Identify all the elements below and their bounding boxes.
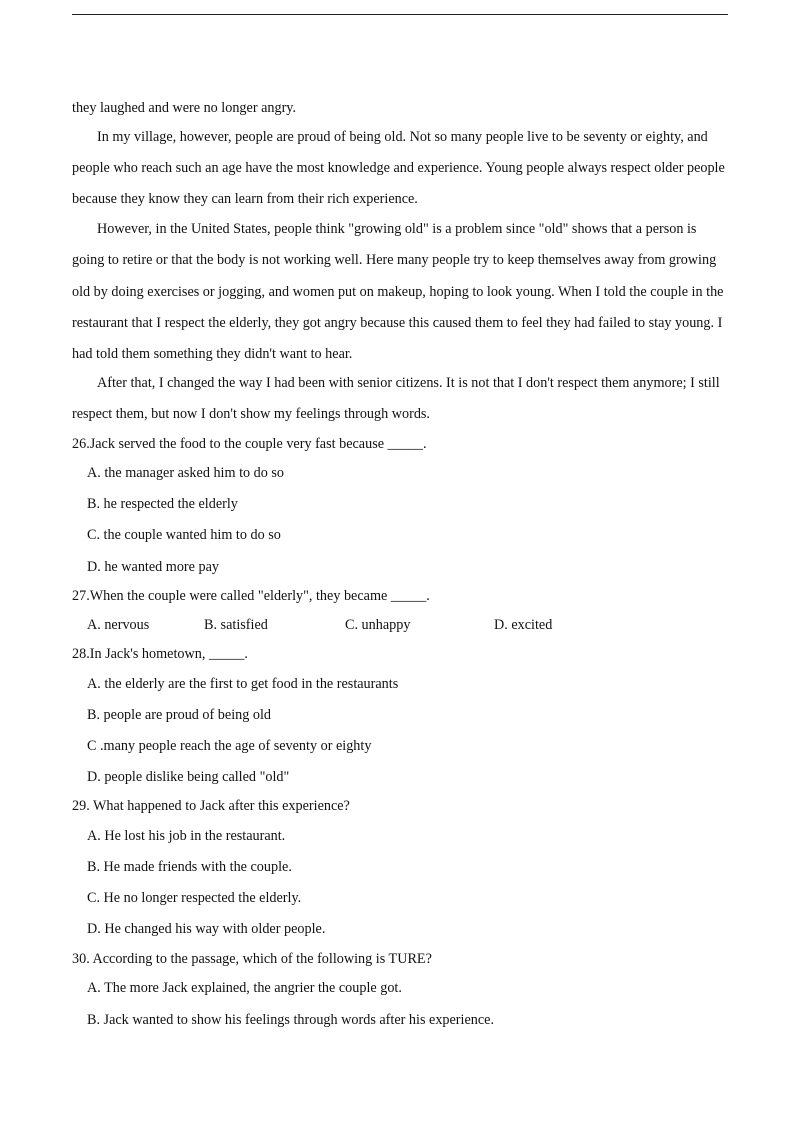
answer-option: D. people dislike being called "old" [87, 769, 290, 785]
answer-option: A. He lost his job in the restaurant. [87, 828, 286, 844]
question-stem: 26.Jack served the food to the couple very fast because _____. [72, 436, 427, 452]
answer-option: B. Jack wanted to show his feelings through words after his experience. [87, 1012, 494, 1028]
answer-option: A. The more Jack explained, the angrier the couple got. [87, 980, 402, 996]
answer-option: B. satisfied [204, 617, 268, 633]
passage-line: old by doing exercises or jogging, and women put on makeup, hoping to look young. When I told the couple in the [72, 284, 724, 300]
passage-line: because they know they can learn from their rich experience. [72, 191, 418, 207]
answer-option: A. the manager asked him to do so [87, 465, 285, 481]
passage-line: In my village, however, people are proud of being old. Not so many people live to be seventy or eighty, and [97, 129, 708, 145]
answer-option: A. the elderly are the first to get food in the restaurants [87, 676, 399, 692]
answer-option: D. He changed his way with older people. [87, 921, 326, 937]
answer-option: C .many people reach the age of seventy or eighty [87, 738, 372, 754]
passage-line: respect them, but now I don't show my feelings through words. [72, 406, 430, 422]
passage-line: they laughed and were no longer angry. [72, 100, 297, 116]
passage-line: After that, I changed the way I had been with senior citizens. It is not that I don't respect them anymore; I still [97, 375, 720, 391]
answer-option: B. people are proud of being old [87, 707, 271, 723]
passage-line: people who reach such an age have the most knowledge and experience. Young people always respect older people [72, 160, 725, 176]
passage-line: restaurant that I respect the elderly, they got angry because this caused them to feel they had failed to stay young. I [72, 315, 723, 331]
answer-option: D. he wanted more pay [87, 559, 219, 575]
question-stem: 29. What happened to Jack after this experience? [72, 798, 350, 814]
question-stem: 30. According to the passage, which of the following is TURE? [72, 951, 432, 967]
answer-option: B. he respected the elderly [87, 496, 238, 512]
passage-line: going to retire or that the body is not working well. Here many people try to keep themselves away from growing [72, 252, 717, 268]
passage-line: However, in the United States, people think "growing old" is a problem since "old" shows that a person is [97, 221, 697, 237]
passage-line: had told them something they didn't want to hear. [72, 346, 353, 362]
answer-option: C. unhappy [345, 617, 411, 633]
answer-option: C. the couple wanted him to do so [87, 527, 281, 543]
answer-option: D. excited [494, 617, 553, 633]
header-rule [72, 14, 728, 15]
question-stem: 28.In Jack's hometown, _____. [72, 646, 248, 662]
answer-option: C. He no longer respected the elderly. [87, 890, 302, 906]
question-stem: 27.When the couple were called "elderly", they became _____. [72, 588, 430, 604]
answer-option: B. He made friends with the couple. [87, 859, 292, 875]
answer-option: A. nervous [87, 617, 150, 633]
